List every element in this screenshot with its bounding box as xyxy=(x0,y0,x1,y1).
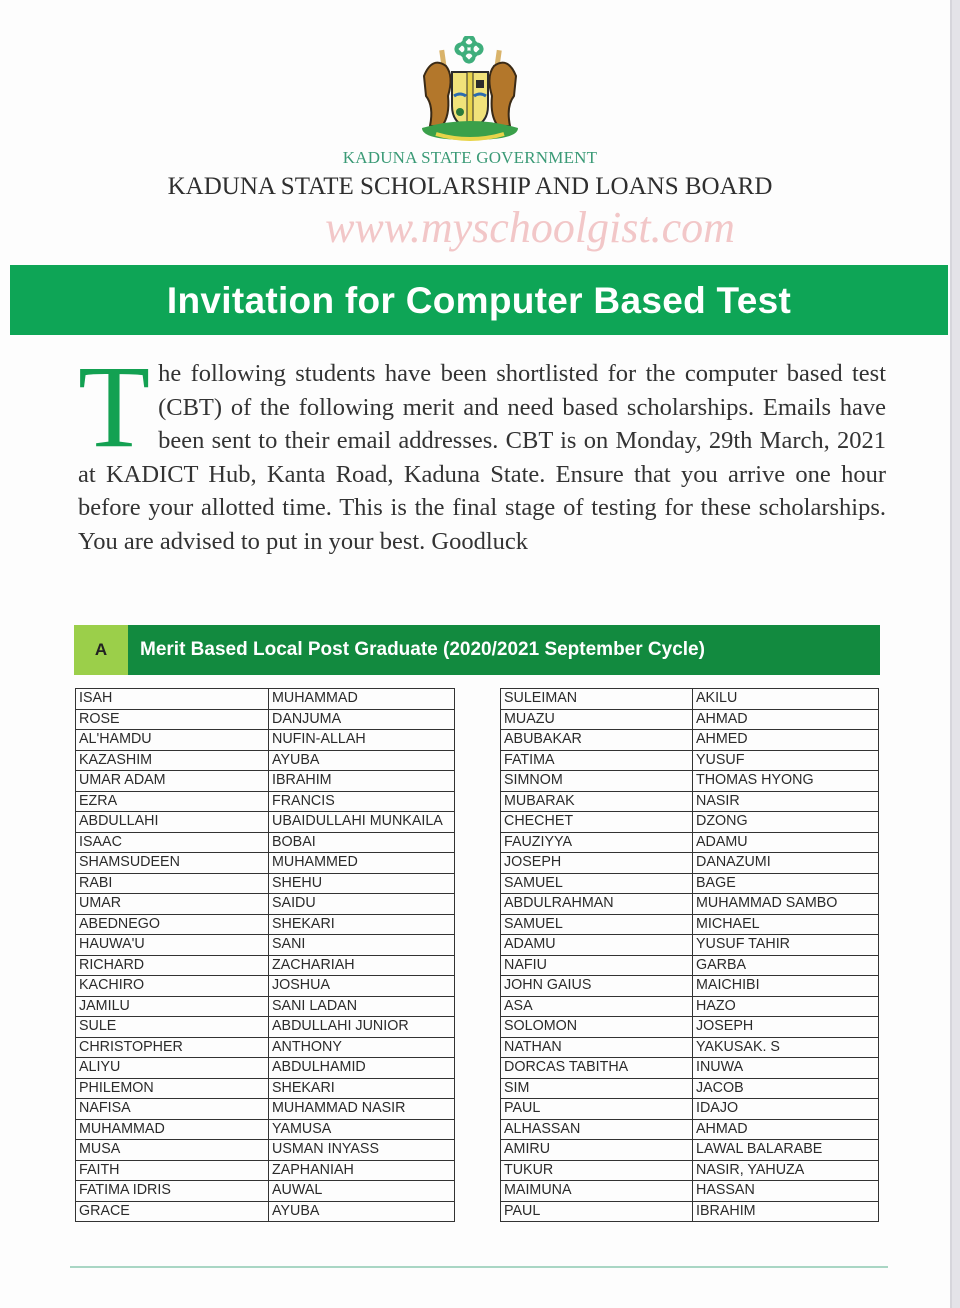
first-name-cell: PHILEMON xyxy=(76,1078,269,1099)
first-name-cell: SHAMSUDEEN xyxy=(76,853,269,874)
table-row xyxy=(76,894,455,915)
surname-cell: IBRAHIM xyxy=(269,771,455,792)
surname-cell: MUHAMMED xyxy=(269,853,455,874)
first-name-cell: SAMUEL xyxy=(501,914,693,935)
first-name-cell: TUKUR xyxy=(501,1160,693,1181)
surname-cell: DANAZUMI xyxy=(693,853,879,874)
first-name-cell: ABDULRAHMAN xyxy=(501,894,693,915)
surname-cell: NASIR xyxy=(693,791,879,812)
surname-cell: BOBAI xyxy=(269,832,455,853)
first-name-cell: SIMNOM xyxy=(501,771,693,792)
table-row xyxy=(76,1140,455,1161)
first-name-cell: RABI xyxy=(76,873,269,894)
first-name-cell: SULE xyxy=(76,1017,269,1038)
first-name-cell: SOLOMON xyxy=(501,1017,693,1038)
first-name-cell: EZRA xyxy=(76,791,269,812)
table-row xyxy=(501,771,879,792)
table-row xyxy=(76,730,455,751)
surname-cell: BAGE xyxy=(693,873,879,894)
surname-cell: MAICHIBI xyxy=(693,976,879,997)
first-name-cell: AL'HAMDU xyxy=(76,730,269,751)
surname-cell: IBRAHIM xyxy=(693,1201,879,1222)
section-header xyxy=(74,625,880,675)
drop-cap: T xyxy=(78,341,151,472)
surname-cell: AYUBA xyxy=(269,1201,455,1222)
table-row xyxy=(501,894,879,915)
surname-cell: AYUBA xyxy=(269,750,455,771)
table-row xyxy=(501,955,879,976)
first-name-cell: SIM xyxy=(501,1078,693,1099)
first-name-cell: ABDULLAHI xyxy=(76,812,269,833)
names-table-left xyxy=(75,688,455,1222)
government-name: KADUNA STATE GOVERNMENT xyxy=(342,148,598,167)
first-name-cell: SAMUEL xyxy=(501,873,693,894)
first-name-cell: NATHAN xyxy=(501,1037,693,1058)
table-row xyxy=(501,873,879,894)
surname-cell: AUWAL xyxy=(269,1181,455,1202)
surname-cell: NASIR, YAHUZA xyxy=(693,1160,879,1181)
surname-cell: SAIDU xyxy=(269,894,455,915)
first-name-cell: MUHAMMAD xyxy=(76,1119,269,1140)
first-name-cell: KAZASHIM xyxy=(76,750,269,771)
table-row xyxy=(501,689,879,710)
surname-cell: USMAN INYASS xyxy=(269,1140,455,1161)
surname-cell: MICHAEL xyxy=(693,914,879,935)
page-title-banner: Invitation for Computer Based Test xyxy=(10,265,948,335)
table-row xyxy=(501,853,879,874)
first-name-cell: PAUL xyxy=(501,1099,693,1120)
first-name-cell: HAUWA'U xyxy=(76,935,269,956)
surname-cell: GARBA xyxy=(693,955,879,976)
surname-cell: YAKUSAK. S xyxy=(693,1037,879,1058)
first-name-cell: MUAZU xyxy=(501,709,693,730)
table-row xyxy=(76,996,455,1017)
first-name-cell: AMIRU xyxy=(501,1140,693,1161)
surname-cell: SANI LADAN xyxy=(269,996,455,1017)
first-name-cell: SULEIMAN xyxy=(501,689,693,710)
watermark: www.myschoolgist.com xyxy=(325,203,735,252)
first-name-cell: UMAR ADAM xyxy=(76,771,269,792)
surname-cell: YUSUF xyxy=(693,750,879,771)
board-name: KADUNA STATE SCHOLARSHIP AND LOANS BOARD xyxy=(167,173,773,200)
table-row xyxy=(501,1160,879,1181)
table-row xyxy=(501,730,879,751)
table-row xyxy=(76,1058,455,1079)
surname-cell: AHMAD xyxy=(693,709,879,730)
surname-cell: SHEHU xyxy=(269,873,455,894)
surname-cell: AKILU xyxy=(693,689,879,710)
surname-cell: ZAPHANIAH xyxy=(269,1160,455,1181)
surname-cell: AHMED xyxy=(693,730,879,751)
first-name-cell: RICHARD xyxy=(76,955,269,976)
table-row xyxy=(501,812,879,833)
table-row xyxy=(501,709,879,730)
table-row xyxy=(501,935,879,956)
table-row xyxy=(76,812,455,833)
surname-cell: HAZO xyxy=(693,996,879,1017)
surname-cell: YAMUSA xyxy=(269,1119,455,1140)
first-name-cell: FATIMA xyxy=(501,750,693,771)
surname-cell: NUFIN-ALLAH xyxy=(269,730,455,751)
table-row xyxy=(76,914,455,935)
surname-cell: MUHAMMAD xyxy=(269,689,455,710)
first-name-cell: JOSEPH xyxy=(501,853,693,874)
first-name-cell: CHECHET xyxy=(501,812,693,833)
surname-cell: ZACHARIAH xyxy=(269,955,455,976)
surname-cell: AHMAD xyxy=(693,1119,879,1140)
table-row xyxy=(501,976,879,997)
first-name-cell: ALHASSAN xyxy=(501,1119,693,1140)
first-name-cell: ADAMU xyxy=(501,935,693,956)
table-row xyxy=(501,1017,879,1038)
surname-cell: UBAIDULLAHI MUNKAILA xyxy=(269,812,455,833)
table-row xyxy=(76,832,455,853)
section-title: Merit Based Local Post Graduate (2020/2021 September Cycle) xyxy=(128,625,880,675)
first-name-cell: JAMILU xyxy=(76,996,269,1017)
table-row xyxy=(76,1160,455,1181)
table-row xyxy=(76,955,455,976)
table-row xyxy=(76,1181,455,1202)
surname-cell: INUWA xyxy=(693,1058,879,1079)
table-row xyxy=(76,1119,455,1140)
first-name-cell: ISAAC xyxy=(76,832,269,853)
surname-cell: SANI xyxy=(269,935,455,956)
first-name-cell: ALIYU xyxy=(76,1058,269,1079)
first-name-cell: NAFISA xyxy=(76,1099,269,1120)
table-row xyxy=(501,832,879,853)
surname-cell: MUHAMMAD NASIR xyxy=(269,1099,455,1120)
first-name-cell: GRACE xyxy=(76,1201,269,1222)
surname-cell: ADAMU xyxy=(693,832,879,853)
surname-cell: JACOB xyxy=(693,1078,879,1099)
surname-cell: HASSAN xyxy=(693,1181,879,1202)
surname-cell: MUHAMMAD SAMBO xyxy=(693,894,879,915)
first-name-cell: ASA xyxy=(501,996,693,1017)
table-row xyxy=(76,771,455,792)
first-name-cell: MUSA xyxy=(76,1140,269,1161)
table-row xyxy=(76,791,455,812)
surname-cell: THOMAS HYONG xyxy=(693,771,879,792)
table-row xyxy=(76,935,455,956)
surname-cell: IDAJO xyxy=(693,1099,879,1120)
section-letter: A xyxy=(74,625,128,675)
surname-cell: SHEKARI xyxy=(269,914,455,935)
surname-cell: YUSUF TAHIR xyxy=(693,935,879,956)
first-name-cell: FAUZIYYA xyxy=(501,832,693,853)
surname-cell: ANTHONY xyxy=(269,1037,455,1058)
table-row xyxy=(501,996,879,1017)
table-row xyxy=(76,853,455,874)
table-row xyxy=(501,1037,879,1058)
table-row xyxy=(501,914,879,935)
table-row xyxy=(501,1058,879,1079)
table-row xyxy=(76,873,455,894)
surname-cell: DANJUMA xyxy=(269,709,455,730)
table-row xyxy=(501,1140,879,1161)
table-row xyxy=(76,689,455,710)
table-row xyxy=(76,1099,455,1120)
surname-cell: DZONG xyxy=(693,812,879,833)
surname-cell: ABDULHAMID xyxy=(269,1058,455,1079)
first-name-cell: ROSE xyxy=(76,709,269,730)
table-row xyxy=(501,750,879,771)
intro-text: he following students have been shortlisted for the computer based test (CBT) of the following merit and need based scholarships. Emails have been sent to their email addresses. CBT is on Monday, 29th March, 2021 at KADICT Hub, Kanta Road, Kaduna State. Ensure that you arrive one hour before your allotted time. This is the final stage of testing for these scholarships. You are advised to put in your best. Goodluck xyxy=(78,360,886,555)
first-name-cell: MUBARAK xyxy=(501,791,693,812)
surname-cell: LAWAL BALARABE xyxy=(693,1140,879,1161)
first-name-cell: CHRISTOPHER xyxy=(76,1037,269,1058)
coat-of-arms-icon xyxy=(414,36,526,144)
surname-cell: SHEKARI xyxy=(269,1078,455,1099)
surname-cell: JOSEPH xyxy=(693,1017,879,1038)
first-name-cell: FATIMA IDRIS xyxy=(76,1181,269,1202)
surname-cell: ABDULLAHI JUNIOR xyxy=(269,1017,455,1038)
table-row xyxy=(501,1201,879,1222)
table-row xyxy=(76,750,455,771)
table-row xyxy=(76,1201,455,1222)
table-row xyxy=(76,709,455,730)
table-row xyxy=(76,1037,455,1058)
first-name-cell: DORCAS TABITHA xyxy=(501,1058,693,1079)
table-row xyxy=(501,1181,879,1202)
table-row xyxy=(76,1078,455,1099)
first-name-cell: ABUBAKAR xyxy=(501,730,693,751)
first-name-cell: MAIMUNA xyxy=(501,1181,693,1202)
footer-divider xyxy=(70,1266,888,1268)
first-name-cell: NAFIU xyxy=(501,955,693,976)
first-name-cell: UMAR xyxy=(76,894,269,915)
table-row xyxy=(501,1078,879,1099)
names-table-right xyxy=(500,688,879,1222)
table-row xyxy=(76,976,455,997)
first-name-cell: JOHN GAIUS xyxy=(501,976,693,997)
table-row xyxy=(501,1099,879,1120)
intro-paragraph xyxy=(78,341,886,559)
first-name-cell: PAUL xyxy=(501,1201,693,1222)
first-name-cell: FAITH xyxy=(76,1160,269,1181)
table-row xyxy=(76,1017,455,1038)
first-name-cell: KACHIRO xyxy=(76,976,269,997)
surname-cell: JOSHUA xyxy=(269,976,455,997)
table-row xyxy=(501,1119,879,1140)
first-name-cell: ABEDNEGO xyxy=(76,914,269,935)
first-name-cell: ISAH xyxy=(76,689,269,710)
surname-cell: FRANCIS xyxy=(269,791,455,812)
table-row xyxy=(501,791,879,812)
